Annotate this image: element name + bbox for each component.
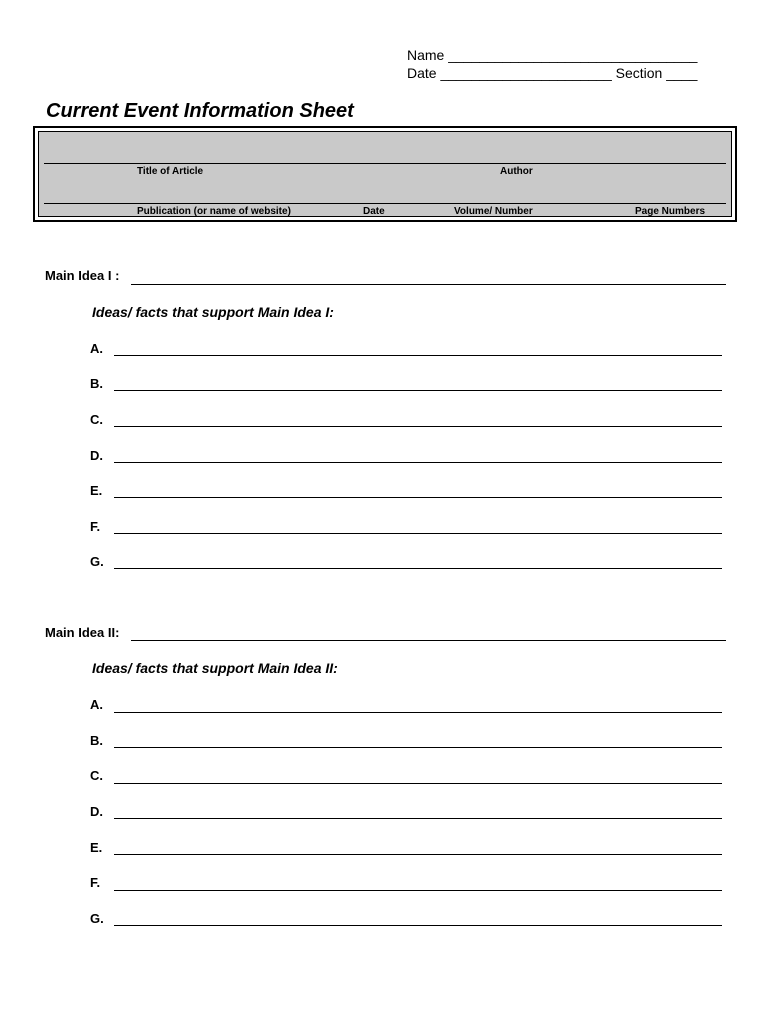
name-field-line[interactable]: Name ________________________________ — [407, 47, 698, 63]
date-section-field-line[interactable]: Date ______________________ Section ____ — [407, 65, 698, 81]
author-label: Author — [500, 166, 533, 177]
item-1d-letter: D. — [90, 448, 103, 463]
main-idea-1-label: Main Idea I : — [45, 268, 120, 283]
publication-rule[interactable] — [44, 203, 726, 204]
main-idea-2-line[interactable] — [131, 640, 726, 641]
item-1a-letter: A. — [90, 341, 103, 356]
item-1e-line[interactable] — [114, 497, 722, 498]
article-info-box — [33, 126, 737, 222]
item-2b-letter: B. — [90, 733, 103, 748]
item-1f-line[interactable] — [114, 533, 722, 534]
item-2e-letter: E. — [90, 840, 103, 855]
title-author-rule[interactable] — [44, 163, 726, 164]
item-2a-letter: A. — [90, 697, 103, 712]
publication-label: Publication (or name of website) — [137, 206, 291, 217]
item-1d-line[interactable] — [114, 462, 722, 463]
item-2b-line[interactable] — [114, 747, 722, 748]
item-1f-letter: F. — [90, 519, 101, 534]
item-2e-line[interactable] — [114, 854, 722, 855]
volume-number-label: Volume/ Number — [454, 206, 533, 217]
item-1g-letter: G. — [90, 554, 104, 569]
item-1c-letter: C. — [90, 412, 103, 427]
item-1a-line[interactable] — [114, 355, 722, 356]
item-2f-letter: F. — [90, 875, 101, 890]
item-1e-letter: E. — [90, 483, 103, 498]
item-2a-line[interactable] — [114, 712, 722, 713]
main-idea-2-label: Main Idea II: — [45, 625, 120, 640]
item-2d-line[interactable] — [114, 818, 722, 819]
support-1-heading: Ideas/ facts that support Main Idea I: — [92, 304, 334, 320]
support-2-heading: Ideas/ facts that support Main Idea II: — [92, 660, 338, 676]
item-2f-line[interactable] — [114, 890, 722, 891]
item-2c-line[interactable] — [114, 783, 722, 784]
item-1c-line[interactable] — [114, 426, 722, 427]
title-of-article-label: Title of Article — [137, 166, 204, 177]
page-title: Current Event Information Sheet — [46, 100, 354, 122]
item-2d-letter: D. — [90, 804, 103, 819]
item-1b-line[interactable] — [114, 390, 722, 391]
item-1g-line[interactable] — [114, 568, 722, 569]
article-info-panel — [38, 131, 732, 217]
item-1b-letter: B. — [90, 376, 103, 391]
main-idea-1-line[interactable] — [131, 284, 726, 285]
item-2g-line[interactable] — [114, 925, 722, 926]
page-numbers-label: Page Numbers — [635, 206, 706, 217]
date-label: Date — [363, 206, 385, 217]
item-2g-letter: G. — [90, 911, 104, 926]
item-2c-letter: C. — [90, 768, 103, 783]
